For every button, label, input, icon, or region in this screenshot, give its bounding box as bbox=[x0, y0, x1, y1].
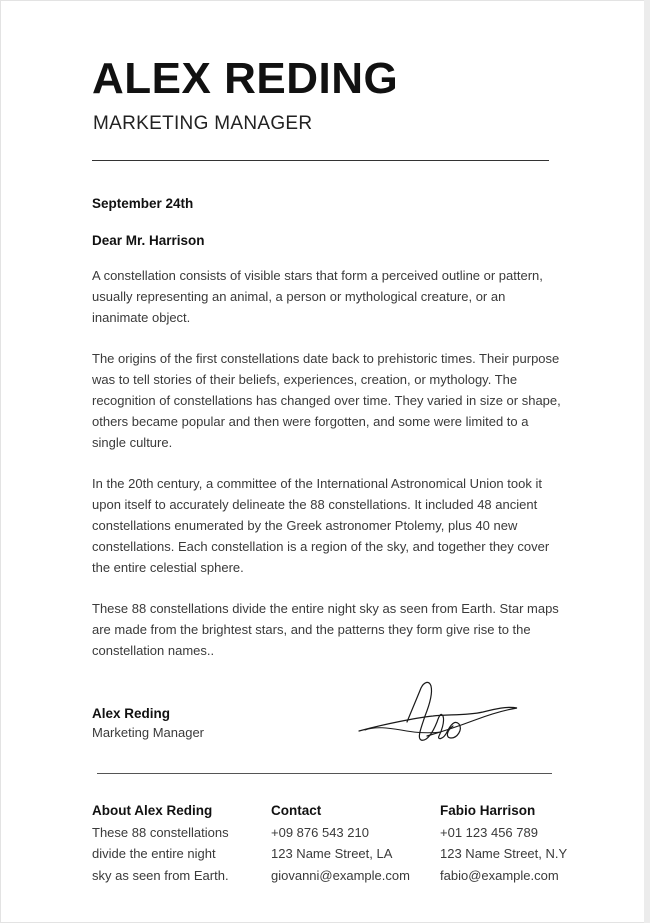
sender-role: MARKETING MANAGER bbox=[93, 113, 313, 134]
contact-phone: +09 876 543 210 bbox=[271, 824, 369, 840]
about-line: These 88 constellations bbox=[92, 824, 229, 840]
signoff-role: Marketing Manager bbox=[92, 725, 204, 740]
contact-address: 123 Name Street, LA bbox=[271, 846, 393, 861]
contact-email: giovanni@example.com bbox=[271, 867, 410, 883]
letter-greeting: Dear Mr. Harrison bbox=[92, 233, 205, 248]
recipient-email: fabio@example.com bbox=[440, 867, 559, 883]
body-paragraph: These 88 constellations divide the entire night sky as seen from Earth. Star maps are made from the brightest stars, and the patterns they form give rise to the constellation names.. bbox=[92, 600, 559, 659]
about-line: sky as seen from Earth. bbox=[92, 867, 229, 883]
footer-recipient bbox=[440, 800, 610, 886]
body-paragraph: A constellation consists of visible stars that form a perceived outline or pattern, usually representing an animal, a person or mythological creature, or an inanimate object. bbox=[92, 268, 543, 326]
recipient-heading: Fabio Harrison bbox=[440, 803, 536, 818]
recipient-address: 123 Name Street, N.Y bbox=[440, 846, 568, 861]
contact-heading: Contact bbox=[271, 803, 322, 818]
body-paragraph: The origins of the first constellations date back to prehistoric times. Their purpose was to tell stories of their beliefs, experiences, creation, or mythology. The recognition of constellations has changed over time. They varied in size or shape, others became popular and then were forgotten, and some were limited to a single culture. bbox=[92, 350, 561, 451]
letter-body bbox=[92, 265, 562, 680]
recipient-phone: +01 123 456 789 bbox=[440, 824, 538, 840]
sender-name: ALEX REDING bbox=[92, 54, 399, 103]
body-paragraph: In the 20th century, a committee of the International Astronomical Union took it upon itself to accurately delineate the 88 constellations. It included 48 ancient constellations enumerated by the Greek astronomer Ptolemy, plus 40 new constellations. Each constellation is a region of the sky, and together they cover the entire celestial sphere. bbox=[92, 475, 550, 576]
footer-about bbox=[92, 800, 252, 886]
letter-date: September 24th bbox=[92, 196, 194, 211]
footer-divider bbox=[97, 773, 552, 774]
header-divider bbox=[92, 160, 549, 161]
signoff-name: Alex Reding bbox=[92, 706, 171, 721]
footer-contact bbox=[271, 800, 431, 886]
page-edge bbox=[644, 0, 650, 923]
about-line: divide the entire night bbox=[92, 846, 216, 861]
signature-image bbox=[355, 676, 525, 746]
about-heading: About Alex Reding bbox=[92, 803, 213, 818]
